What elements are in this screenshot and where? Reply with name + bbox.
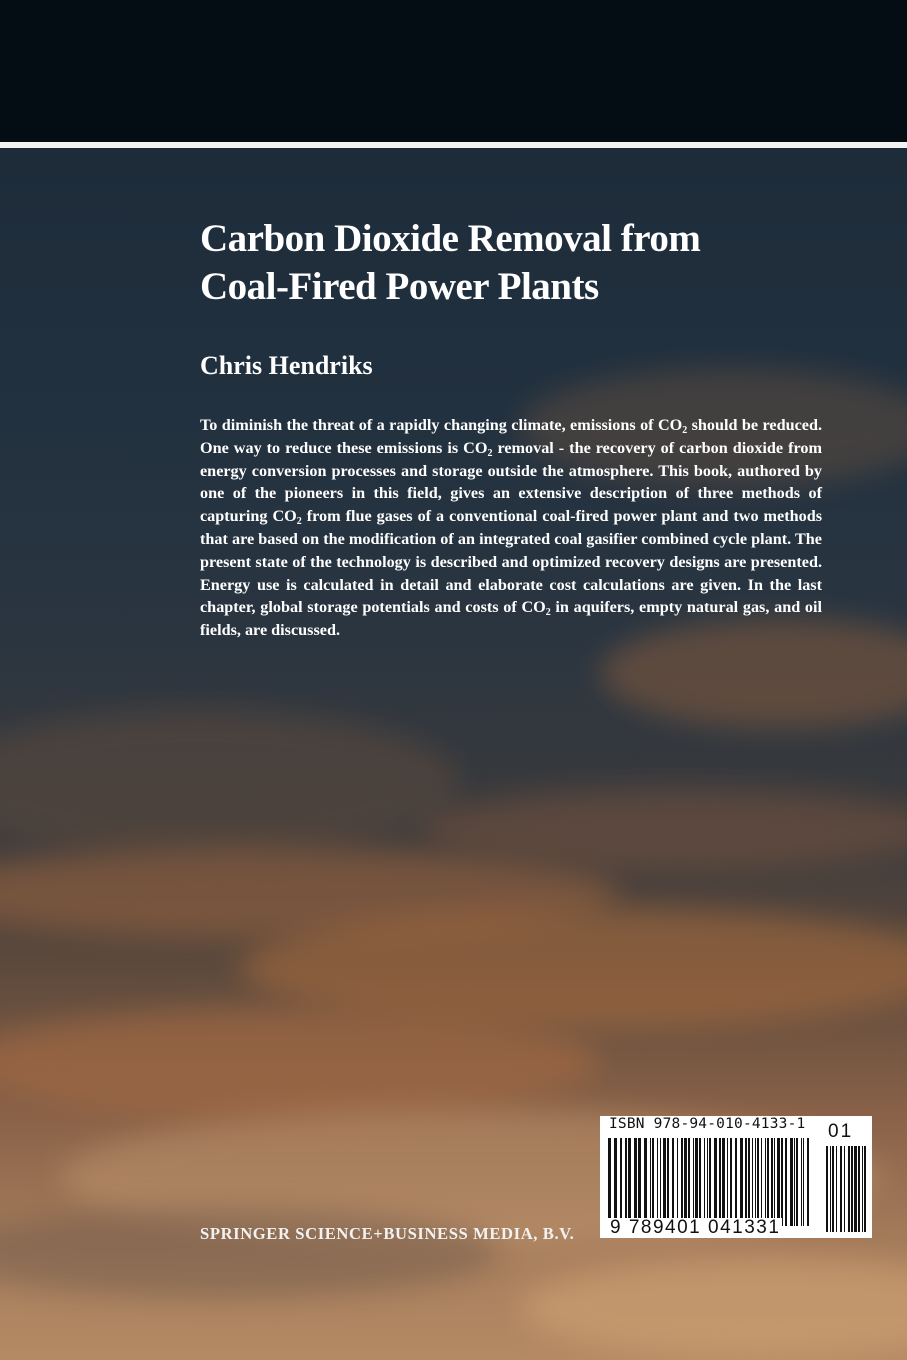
barcode-bar [727, 1138, 728, 1226]
barcode-bar [657, 1138, 658, 1226]
blurb-text: removal - the recovery of carbon dioxide from energy conversion processes and storage outside the atmosphere. This book, authored by one of the pioneers in this field, gives an extensive description of three methods of capturing CO [200, 438, 822, 526]
barcode-bar [748, 1138, 750, 1226]
book-description [200, 414, 822, 642]
barcode-bar [801, 1138, 802, 1226]
barcode-bar [704, 1138, 705, 1226]
title-line-1: Carbon Dioxide Removal from [200, 217, 701, 260]
barcode-bar [767, 1138, 769, 1226]
barcode-bar [672, 1138, 674, 1226]
barcode-bar [730, 1138, 732, 1226]
barcode-bar [807, 1138, 809, 1226]
subscript: 2 [487, 447, 493, 459]
barcode-bar [714, 1138, 717, 1226]
barcode-bar [752, 1138, 753, 1226]
barcode-bar [794, 1138, 795, 1226]
barcode-bar [693, 1138, 694, 1226]
barcode-bar [777, 1138, 780, 1226]
barcode-bar [844, 1146, 845, 1232]
barcode-bar [740, 1138, 743, 1226]
barcode-bar [761, 1138, 762, 1226]
barcode-bar [864, 1146, 866, 1232]
isbn-label: ISBN 978-94-010-4133-1 [609, 1116, 806, 1132]
barcode-bar [614, 1138, 617, 1226]
isbn-barcode [600, 1116, 872, 1238]
barcode-bar [848, 1146, 850, 1232]
barcode-bar [667, 1138, 669, 1226]
barcode-bar [862, 1146, 863, 1232]
subscript: 2 [682, 425, 688, 436]
barcode-bar [638, 1138, 641, 1226]
barcode-bars [608, 1138, 812, 1226]
barcode-bar [803, 1138, 804, 1226]
blurb-text: To diminish the threat of a rapidly changing climate, emissions of CO [200, 416, 683, 434]
barcode-addon-digits: 01 [828, 1121, 854, 1142]
barcode-bar [684, 1138, 687, 1226]
barcode-bar [765, 1138, 766, 1226]
barcode-bar [830, 1146, 831, 1232]
blurb-text: from flue gases of a conventional coal-fired power plant and two methods that are based on the modification of an integrated coal gasifier combined cycle plant. The present state of the technology is described and optimized recovery designs are presented. Energy use is calculated in detail and elaborate cost calculations are given. In the last chapter, global storage potentials and costs of CO [200, 507, 822, 617]
barcode-bar [840, 1146, 842, 1232]
barcode-bar [735, 1138, 737, 1226]
barcode-bar [722, 1138, 725, 1226]
barcode-bar [774, 1138, 775, 1226]
barcode-bar [707, 1138, 708, 1226]
barcode-bar [688, 1138, 690, 1226]
barcode-bar [790, 1138, 793, 1226]
barcode-bar [628, 1138, 631, 1226]
barcode-bar [608, 1138, 611, 1226]
barcode-bar [663, 1138, 666, 1226]
barcode-bar [858, 1146, 860, 1232]
barcode-bar [652, 1138, 654, 1226]
barcode-bar [836, 1146, 837, 1232]
top-dark-band [0, 0, 907, 142]
barcode-bar [826, 1146, 828, 1232]
barcode-bar [851, 1146, 853, 1232]
barcode-bar [832, 1146, 834, 1232]
barcode-bar [625, 1138, 627, 1226]
barcode-bar [854, 1146, 857, 1232]
subscript: 2 [545, 607, 551, 619]
barcode-bar [699, 1138, 701, 1226]
barcode-bar [719, 1138, 721, 1226]
barcode-bar [785, 1138, 787, 1226]
author-name: Chris Hendriks [200, 351, 373, 380]
subscript: 2 [296, 516, 302, 528]
barcode-bar [695, 1138, 698, 1226]
barcode-digits: 9 789401 041331 [610, 1217, 781, 1238]
barcode-bar [650, 1138, 651, 1226]
barcode-bar [745, 1138, 747, 1226]
book-title [200, 215, 880, 311]
publisher-name: SPRINGER SCIENCE+BUSINESS MEDIA, B.V. [200, 1224, 575, 1243]
barcode-bar [757, 1138, 759, 1226]
barcode-bar [634, 1138, 637, 1226]
barcode-bar [660, 1138, 661, 1226]
title-line-2: Coal-Fired Power Plants [200, 265, 599, 308]
blurb-text: should be reduced. One way to reduce these emissions is CO [200, 416, 822, 457]
barcode-bar [681, 1138, 683, 1226]
barcode-bar [620, 1138, 622, 1226]
barcode-bar [796, 1138, 798, 1226]
barcode-bar [781, 1138, 783, 1226]
barcode-bar [709, 1138, 711, 1226]
barcode-bar [644, 1138, 647, 1226]
barcode-bar [771, 1138, 773, 1226]
barcode-bar [677, 1138, 678, 1226]
barcode-bar [755, 1138, 756, 1226]
blurb-text: in aquifers, empty natural gas, and oil fields, are discussed. [200, 598, 822, 640]
barcode-addon-bars [826, 1146, 866, 1232]
